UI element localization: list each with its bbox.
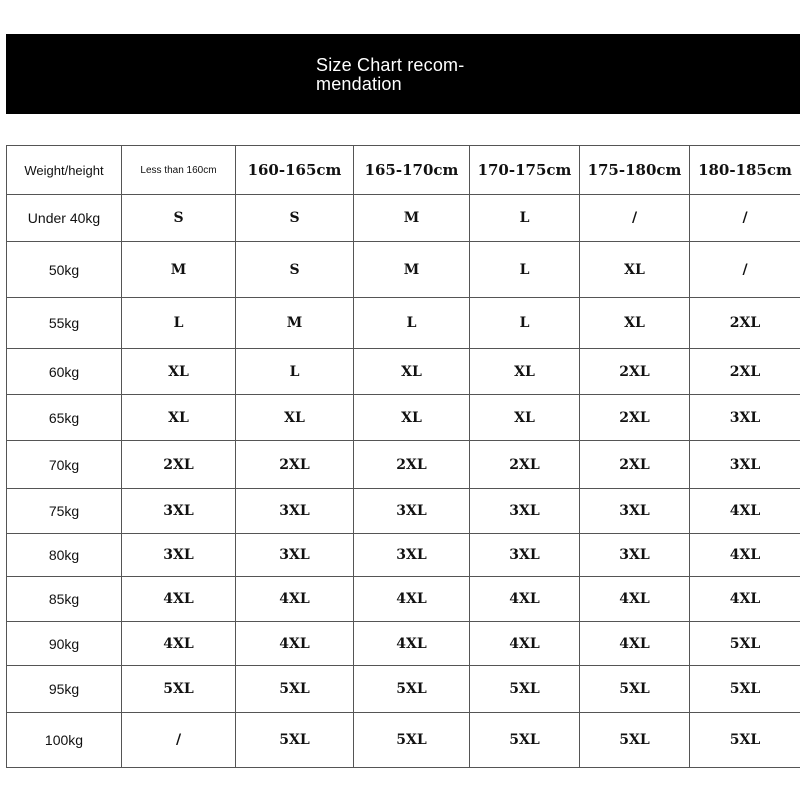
size-cell: 4XL: [470, 577, 580, 622]
size-cell: XL: [580, 242, 690, 298]
size-cell: 4XL: [236, 577, 354, 622]
size-cell: 3XL: [236, 489, 354, 534]
size-cell: 3XL: [580, 534, 690, 577]
table-row: [7, 298, 800, 349]
weight-label: 60kg: [7, 349, 122, 395]
size-cell: /: [690, 195, 800, 242]
size-cell: 5XL: [122, 666, 236, 713]
table-row: [7, 622, 800, 666]
table-header-row: [7, 146, 800, 195]
header-cell-weight-height: Weight/height: [7, 146, 122, 195]
table-row: [7, 713, 800, 768]
table-row: [7, 242, 800, 298]
size-cell: /: [122, 713, 236, 768]
size-cell: 5XL: [580, 713, 690, 768]
size-cell: 5XL: [354, 666, 470, 713]
size-cell: L: [354, 298, 470, 349]
size-cell: 5XL: [236, 713, 354, 768]
size-cell: XL: [354, 349, 470, 395]
size-cell: S: [122, 195, 236, 242]
size-cell: 3XL: [236, 534, 354, 577]
size-cell: 2XL: [122, 441, 236, 489]
weight-label: 70kg: [7, 441, 122, 489]
table-row: [7, 534, 800, 577]
title-banner: [6, 34, 800, 114]
size-cell: 2XL: [580, 441, 690, 489]
table-row: [7, 441, 800, 489]
size-cell: 3XL: [122, 534, 236, 577]
size-cell: L: [236, 349, 354, 395]
size-cell: 5XL: [354, 713, 470, 768]
page-title: [316, 56, 506, 94]
weight-label: 50kg: [7, 242, 122, 298]
size-cell: 5XL: [470, 666, 580, 713]
size-cell: 5XL: [580, 666, 690, 713]
size-cell: XL: [354, 395, 470, 441]
size-cell: 4XL: [470, 622, 580, 666]
table-row: [7, 195, 800, 242]
size-cell: XL: [470, 349, 580, 395]
size-cell: 4XL: [354, 622, 470, 666]
size-cell: 4XL: [690, 534, 800, 577]
size-cell: 5XL: [690, 622, 800, 666]
size-cell: 3XL: [580, 489, 690, 534]
size-cell: 4XL: [236, 622, 354, 666]
page-title-line-1: Size Chart recom-: [316, 55, 465, 75]
size-cell: 2XL: [580, 349, 690, 395]
table-row: [7, 489, 800, 534]
size-cell: XL: [470, 395, 580, 441]
size-cell: 4XL: [122, 622, 236, 666]
size-cell: 3XL: [470, 534, 580, 577]
page-title-line-2: mendation: [316, 74, 402, 94]
size-cell: 3XL: [354, 489, 470, 534]
size-cell: M: [354, 242, 470, 298]
size-cell: L: [470, 242, 580, 298]
size-cell: M: [122, 242, 236, 298]
size-cell: 4XL: [122, 577, 236, 622]
size-cell: 3XL: [690, 395, 800, 441]
header-cell-height-range: Less than 160cm: [122, 146, 236, 195]
table-row: [7, 395, 800, 441]
size-cell: S: [236, 195, 354, 242]
weight-label: Under 40kg: [7, 195, 122, 242]
size-chart-table: [6, 145, 800, 768]
weight-label: 55kg: [7, 298, 122, 349]
weight-label: 100kg: [7, 713, 122, 768]
weight-label: 95kg: [7, 666, 122, 713]
size-cell: XL: [580, 298, 690, 349]
size-cell: 3XL: [122, 489, 236, 534]
size-cell: 4XL: [580, 622, 690, 666]
size-cell: 5XL: [470, 713, 580, 768]
size-cell: XL: [122, 395, 236, 441]
header-cell-height-range: 175-180cm: [580, 146, 690, 195]
size-cell: L: [470, 195, 580, 242]
size-cell: L: [470, 298, 580, 349]
size-cell: XL: [236, 395, 354, 441]
size-cell: XL: [122, 349, 236, 395]
size-cell: 2XL: [580, 395, 690, 441]
size-cell: 5XL: [690, 666, 800, 713]
size-cell: 4XL: [690, 577, 800, 622]
size-cell: 5XL: [690, 713, 800, 768]
header-cell-height-range: 160-165cm: [236, 146, 354, 195]
size-cell: L: [122, 298, 236, 349]
size-cell: 2XL: [690, 349, 800, 395]
table-row: [7, 349, 800, 395]
weight-label: 75kg: [7, 489, 122, 534]
size-cell: /: [690, 242, 800, 298]
size-cell: 3XL: [354, 534, 470, 577]
table-row: [7, 577, 800, 622]
size-cell: 4XL: [690, 489, 800, 534]
size-cell: 5XL: [236, 666, 354, 713]
weight-label: 80kg: [7, 534, 122, 577]
weight-label: 85kg: [7, 577, 122, 622]
header-cell-height-range: 165-170cm: [354, 146, 470, 195]
size-cell: 2XL: [690, 298, 800, 349]
size-cell: S: [236, 242, 354, 298]
size-cell: 3XL: [470, 489, 580, 534]
header-cell-height-range: 180-185cm: [690, 146, 800, 195]
size-cell: M: [236, 298, 354, 349]
table-row: [7, 666, 800, 713]
size-cell: 3XL: [690, 441, 800, 489]
size-cell: 2XL: [354, 441, 470, 489]
size-cell: 2XL: [236, 441, 354, 489]
weight-label: 65kg: [7, 395, 122, 441]
header-cell-height-range: 170-175cm: [470, 146, 580, 195]
size-cell: 4XL: [354, 577, 470, 622]
size-cell: 2XL: [470, 441, 580, 489]
size-cell: /: [580, 195, 690, 242]
weight-label: 90kg: [7, 622, 122, 666]
size-cell: M: [354, 195, 470, 242]
size-cell: 4XL: [580, 577, 690, 622]
